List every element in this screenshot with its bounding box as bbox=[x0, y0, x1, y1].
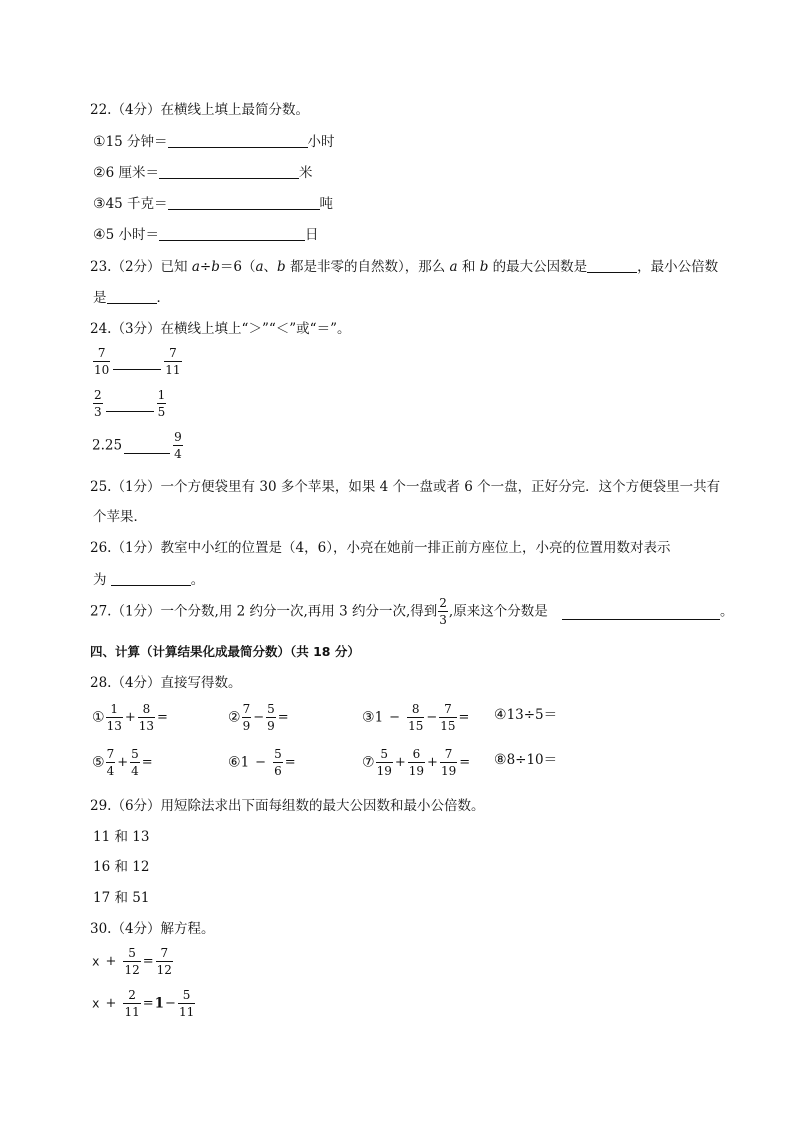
q28-expr-6 bbox=[228, 747, 297, 778]
q23-text: ＝6（ bbox=[219, 259, 256, 275]
fraction: $\frac{7}{9}$ bbox=[242, 702, 251, 733]
q27-text: ,原来这个分数是 bbox=[448, 603, 548, 620]
item-mark: ⑥ bbox=[228, 754, 241, 771]
var-b: b bbox=[211, 259, 220, 275]
q23-text: 的最大公因数是 bbox=[488, 259, 588, 275]
var-a: a bbox=[449, 259, 458, 275]
fraction: $\frac{2}{11}$ bbox=[124, 988, 140, 1019]
var-a: a bbox=[255, 259, 264, 275]
q23-line-2 bbox=[93, 288, 170, 307]
equals: = bbox=[458, 710, 470, 725]
item-mark: ② bbox=[228, 709, 241, 726]
fraction: $\frac{7}{10}$ bbox=[94, 346, 110, 377]
operator: − bbox=[253, 710, 265, 725]
var-b: b bbox=[277, 259, 286, 275]
expression-text: 13÷5＝ bbox=[506, 707, 558, 723]
expression-text: 8÷10＝ bbox=[506, 752, 558, 768]
operator: − bbox=[165, 996, 176, 1011]
fraction: $\frac{6}{19}$ bbox=[408, 747, 425, 778]
operator: − bbox=[389, 710, 401, 725]
q26-line-1: 26.（1分）教室中小红的位置是（4，6），小亮在她前一排正前方座位上，小亮的位置用数对表示 bbox=[90, 540, 671, 556]
q30-equation-1 bbox=[92, 946, 174, 977]
operator: − bbox=[255, 755, 267, 770]
q22-item-1 bbox=[93, 132, 335, 151]
fraction: $\frac{7}{12}$ bbox=[156, 946, 172, 977]
compare-blank[interactable] bbox=[106, 396, 154, 412]
equals: = bbox=[142, 954, 154, 969]
compare-blank[interactable] bbox=[124, 438, 170, 454]
item-lhs: 15 分钟＝ bbox=[105, 134, 168, 150]
q23-text: 23.（2分）已知 bbox=[90, 259, 192, 275]
item-unit: 日 bbox=[304, 227, 319, 243]
item-mark: ③ bbox=[362, 709, 375, 726]
equals: = bbox=[284, 755, 296, 770]
q28-header: 28.（4分）直接写得数。 bbox=[90, 675, 242, 691]
equals: = bbox=[142, 996, 154, 1011]
number: 1 bbox=[240, 754, 250, 771]
item-mark: ① bbox=[92, 709, 105, 726]
q29-header: 29.（6分）用短除法求出下面每组数的最大公因数和最小公倍数。 bbox=[90, 798, 485, 814]
q23-text: 和 bbox=[457, 259, 480, 275]
q23-text: 、 bbox=[263, 259, 278, 275]
q25-line-1: 25.（1分）一个方便袋里有 30 多个苹果，如果 4 个一盘或者 6 个一盘，正好分完．这个方便袋里一共有 bbox=[90, 479, 721, 495]
fraction: $\frac{8}{13}$ bbox=[138, 702, 155, 733]
q23-text: ÷ bbox=[199, 259, 212, 275]
q22-header: 22.（4分）在横线上填上最简分数。 bbox=[90, 102, 310, 118]
q23-text: ． bbox=[156, 290, 170, 306]
equals: = bbox=[141, 755, 153, 770]
equals: = bbox=[157, 710, 168, 725]
q23-line-1 bbox=[90, 257, 718, 276]
q28-expr-2 bbox=[228, 702, 290, 733]
answer-blank[interactable] bbox=[562, 604, 720, 620]
fraction: $\frac{5}{4}$ bbox=[131, 747, 139, 778]
decimal: 2.25 bbox=[92, 437, 123, 454]
q25-line-2: 个苹果． bbox=[93, 509, 147, 525]
number: 1 bbox=[154, 995, 165, 1012]
fraction: $\frac{5}{19}$ bbox=[376, 747, 392, 778]
q27-line bbox=[90, 596, 734, 627]
fraction: $\frac{9}{4}$ bbox=[174, 430, 182, 461]
q30-header: 30.（4分）解方程。 bbox=[90, 921, 215, 937]
q28-expr-4 bbox=[494, 706, 557, 724]
q24-header: 24.（3分）在横线上填上“＞”“＜”或“＝”。 bbox=[90, 321, 351, 337]
item-mark: ⑤ bbox=[92, 754, 105, 771]
q28-expr-1 bbox=[92, 702, 169, 733]
fraction: $\frac{5}{9}$ bbox=[267, 702, 275, 733]
operator: + bbox=[394, 755, 406, 770]
number: 1 bbox=[374, 709, 384, 726]
var-b: b bbox=[479, 259, 489, 275]
fraction: $\frac{7}{4}$ bbox=[106, 747, 115, 778]
q23-text: 是 bbox=[93, 290, 107, 306]
fraction: $\frac{7}{15}$ bbox=[440, 702, 456, 733]
q24-row-2 bbox=[92, 388, 167, 419]
fraction: $\frac{2}{3}$ bbox=[439, 596, 447, 627]
variable-x: x bbox=[92, 995, 100, 1011]
fraction: $\frac{5}{6}$ bbox=[274, 747, 282, 778]
operator: − bbox=[426, 710, 438, 725]
item-unit: 小时 bbox=[307, 134, 335, 150]
q28-expr-7 bbox=[362, 747, 471, 778]
q29-item-1: 11 和 13 bbox=[93, 829, 150, 845]
item-mark: ⑦ bbox=[362, 754, 375, 771]
answer-blank[interactable] bbox=[587, 257, 637, 273]
compare-blank[interactable] bbox=[113, 354, 161, 370]
answer-blank[interactable] bbox=[107, 288, 157, 304]
variable-x: x bbox=[92, 953, 100, 969]
equals: = bbox=[459, 755, 471, 770]
q26-text: 。 bbox=[190, 572, 205, 588]
q26-line-2 bbox=[93, 570, 204, 589]
q29-item-3: 17 和 51 bbox=[93, 890, 150, 906]
q26-text: 为 bbox=[93, 572, 107, 588]
item-lhs: 6 厘米＝ bbox=[105, 165, 159, 181]
q29-item-2: 16 和 12 bbox=[93, 859, 150, 875]
fraction: $\frac{2}{3}$ bbox=[94, 388, 102, 419]
operator: + bbox=[105, 954, 117, 969]
q23-text: 都是非零的自然数），那么 bbox=[285, 259, 450, 275]
q27-text: 。 bbox=[720, 603, 734, 620]
fraction: $\frac{1}{13}$ bbox=[106, 702, 122, 733]
q23-text: ，最小公倍数 bbox=[637, 259, 719, 275]
section-4-title: 四、计算（计算结果化成最简分数）（共 18 分） bbox=[90, 644, 360, 659]
q22-item-3 bbox=[93, 194, 333, 213]
answer-blank[interactable] bbox=[159, 163, 299, 179]
item-lhs: 45 千克＝ bbox=[105, 196, 168, 212]
q22-item-4 bbox=[93, 225, 318, 244]
answer-blank[interactable] bbox=[168, 132, 308, 148]
fraction: $\frac{7}{19}$ bbox=[440, 747, 457, 778]
q24-row-3 bbox=[92, 430, 184, 461]
q28-expr-3 bbox=[362, 702, 470, 733]
q24-row-1 bbox=[92, 346, 183, 377]
item-mark: ② bbox=[93, 165, 106, 181]
q28-expr-5 bbox=[92, 747, 154, 778]
item-lhs: 5 小时＝ bbox=[105, 227, 159, 243]
answer-blank[interactable] bbox=[159, 225, 305, 241]
fraction: $\frac{5}{12}$ bbox=[124, 946, 140, 977]
operator: + bbox=[124, 710, 136, 725]
equals: = bbox=[277, 710, 289, 725]
fraction: $\frac{7}{11}$ bbox=[165, 346, 181, 377]
operator: + bbox=[105, 996, 117, 1011]
item-mark: ④ bbox=[494, 707, 507, 723]
q28-expr-8 bbox=[494, 751, 557, 769]
item-mark: ④ bbox=[93, 227, 106, 243]
fraction: $\frac{5}{11}$ bbox=[178, 988, 195, 1019]
item-mark: ③ bbox=[93, 196, 106, 212]
q30-equation-2 bbox=[92, 988, 196, 1019]
fraction: $\frac{8}{15}$ bbox=[408, 702, 424, 733]
operator: + bbox=[117, 755, 129, 770]
fraction: $\frac{1}{5}$ bbox=[157, 388, 166, 419]
item-mark: ⑧ bbox=[494, 752, 507, 768]
item-mark: ① bbox=[93, 134, 106, 150]
answer-blank[interactable] bbox=[111, 570, 191, 586]
var-a: a bbox=[191, 259, 200, 275]
answer-blank[interactable] bbox=[168, 194, 320, 210]
item-unit: 米 bbox=[298, 165, 313, 181]
operator: + bbox=[427, 755, 438, 770]
q22-item-2 bbox=[93, 163, 312, 182]
item-unit: 吨 bbox=[319, 196, 334, 212]
q27-text: 27.（1分）一个分数,用 2 约分一次,再用 3 约分一次,得到 bbox=[90, 603, 438, 620]
